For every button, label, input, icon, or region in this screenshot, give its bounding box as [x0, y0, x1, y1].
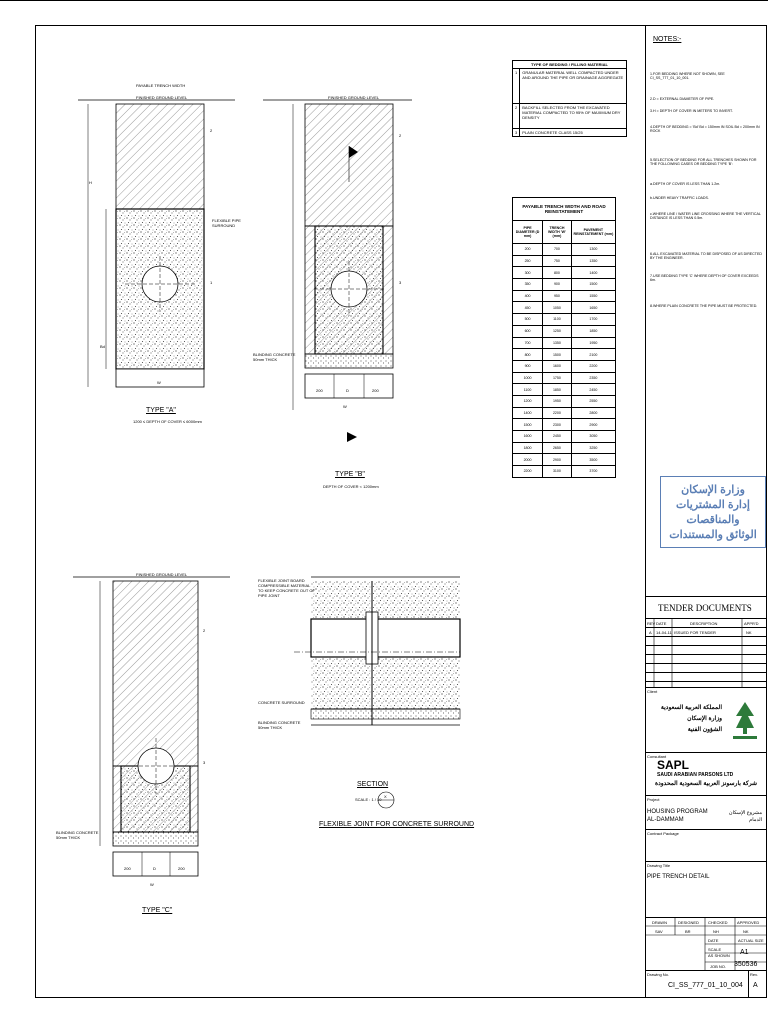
table-row	[513, 279, 616, 291]
pay-cell: 1800	[513, 442, 543, 454]
note-item: c.WHERE LINE / WATER LINE CROSSING WHERE THE VERTICAL DISTANCE IS LESS THAN 0.5m.	[650, 212, 761, 221]
pay-cell: 2300	[543, 419, 572, 431]
pay-cell: 750	[543, 255, 572, 267]
drawing-title: PIPE TRENCH DETAIL	[647, 874, 710, 880]
rev-row-date: 14-04-11	[656, 630, 672, 635]
pay-cell: 500	[513, 314, 543, 326]
stamp-line-2: إدارة المشتريات والمناقصات	[676, 499, 750, 526]
consultant-name: SAPL	[657, 758, 690, 772]
job-label: JOB NO.	[710, 964, 727, 969]
project-line-1: HOUSING PROGRAM	[647, 809, 708, 815]
note-item: a.DEPTH OF COVER IS LESS THAN 1.2m.	[650, 182, 721, 186]
trench-type-b	[263, 100, 412, 442]
pay-cell: 1500	[513, 419, 543, 431]
pay-cell: 2000	[513, 454, 543, 466]
pay-cell: 350	[513, 279, 543, 291]
dim-w-c: W	[150, 882, 154, 887]
pay-cell: 1500	[571, 279, 615, 291]
payable-trench-width-table	[512, 197, 616, 478]
notes-title: NOTES:-	[653, 36, 682, 43]
table-row	[513, 466, 616, 478]
pay-cell: 700	[513, 337, 543, 349]
job-number: 350536	[734, 961, 758, 968]
sig-value-drawn: SAV	[655, 929, 663, 934]
pay-cell: 1700	[571, 314, 615, 326]
scale-value: AS SHOWN	[708, 953, 730, 958]
pay-cell: 1400	[571, 267, 615, 279]
table-row	[513, 407, 616, 419]
label-blinding-c: BLINDING CONCRETE 50mm THICK	[56, 830, 99, 840]
rev-divider	[748, 970, 749, 997]
rev-value: A	[753, 982, 758, 989]
table-row	[513, 104, 627, 129]
stamp-line-3: الوثائق والمستندات	[669, 529, 757, 541]
caption-flexible-joint: FLEXIBLE JOINT FOR CONCRETE SURROUND	[319, 821, 475, 828]
table-row	[513, 454, 616, 466]
caption-type-b: TYPE "B"	[335, 471, 365, 478]
note-item: 5.SELECTION OF BEDDING FOR ALL TRENCHES SHOWN FOR THE FOLLOWING CASES OR BEDDING TYPE 'B':	[650, 158, 757, 167]
pay-header-width: TRENCH WIDTH 'W' (mm)	[543, 221, 572, 244]
sig-header-drawn: DRAWN	[652, 920, 667, 925]
revision-grid-lines	[645, 618, 766, 687]
consultant-ar: شركة بارسونز العربية السعودية المحدودة	[654, 781, 758, 787]
bedding-material-table	[512, 60, 627, 137]
date-label: DATE	[708, 938, 719, 943]
client-ar-1: المملكة العربية السعودية	[660, 705, 722, 711]
caption-type-a-sub: 1200 ≤ DEPTH OF COVER ≤ 6000mm	[133, 419, 202, 424]
ministry-logo-icon	[730, 698, 760, 742]
dim-200-right-b: 200	[372, 388, 379, 393]
pay-cell: 2200	[513, 466, 543, 478]
pay-cell: 200	[513, 244, 543, 256]
project-ar-2: الدمام	[749, 817, 762, 823]
pay-cell: 800	[543, 267, 572, 279]
pay-cell: 3500	[571, 454, 615, 466]
pay-cell: 600	[513, 325, 543, 337]
dim-200-left-c: 200	[124, 866, 131, 871]
pay-cell: 3100	[543, 466, 572, 478]
label-fgl-a: FINISHED GROUND LEVEL	[136, 95, 188, 100]
pay-cell: 1050	[543, 302, 572, 314]
callout-2-b: 2	[399, 133, 402, 138]
pay-cell: 2800	[571, 407, 615, 419]
table-row	[513, 395, 616, 407]
client-ar-3: الشؤون الفنية	[687, 727, 722, 733]
note-item: 2.D = EXTERNAL DIAMETER OF PIPE.	[650, 97, 715, 101]
dim-w-a: W	[157, 380, 161, 385]
pay-cell: 2100	[571, 349, 615, 361]
pay-cell: 250	[513, 255, 543, 267]
note-item: 7.USE BEDDING TYPE 'C' WHERE DEPTH OF COVER EXCEEDS 6m.	[650, 274, 759, 283]
label-blinding-b: BLINDING CONCRETE 50mm THICK	[253, 352, 296, 362]
bed-num: 2	[513, 104, 520, 129]
pay-cell: 1400	[513, 407, 543, 419]
table-row	[513, 431, 616, 443]
consultant-label: Consultant	[647, 754, 667, 759]
rev-header-rev: REV	[647, 621, 656, 626]
label-flexible-pipe: FLEXIBLE PIPE SURROUND	[212, 218, 241, 228]
pay-cell: 2350	[571, 372, 615, 384]
consultant-full-name: SAUDI ARABIAN PARSONS LTD	[657, 772, 734, 778]
pay-table-title: PAYABLE TRENCH WIDTH AND ROAD REINSTATEMENT	[513, 198, 616, 221]
bed-text: BACKFILL SELECTED FROM THE EXCAVATED MATERIAL COMPACTED TO 95% OF MAXIMUM DRY DENSITY	[520, 104, 627, 129]
table-row	[513, 349, 616, 361]
pay-cell: 2900	[571, 419, 615, 431]
label-blinding-flex: BLINDING CONCRETE 50mm THICK	[258, 720, 301, 730]
scale-label: SCALE	[708, 947, 722, 952]
sig-header-checked: CHECKED	[708, 920, 728, 925]
pay-cell: 1200	[513, 395, 543, 407]
pay-cell: 400	[513, 290, 543, 302]
table-row	[513, 337, 616, 349]
actual-size-label: ACTUAL SIZE	[738, 938, 764, 943]
dim-h-a: H	[89, 180, 92, 185]
pay-cell: 1750	[543, 372, 572, 384]
label-payable-width-a: PAYABLE TRENCH WIDTH	[136, 83, 186, 88]
table-row	[513, 442, 616, 454]
caption-section-ref: X	[384, 794, 387, 799]
note-item: 1.FOR BEDDING WHERE NOT SHOWN, SEE CI_SS_777_01_10_001.	[650, 72, 725, 81]
note-item: b.UNDER HEAVY TRAFFIC LOADS.	[650, 196, 709, 200]
pay-cell: 900	[543, 279, 572, 291]
callout-2-c: 2	[203, 628, 206, 633]
pay-cell: 300	[513, 267, 543, 279]
sig-value-designed: BR	[685, 929, 691, 934]
table-row	[513, 419, 616, 431]
table-row	[513, 314, 616, 326]
client-ar-2: وزارة الإسكان	[687, 716, 722, 722]
table-row	[513, 267, 616, 279]
pay-cell: 900	[513, 360, 543, 372]
note-item: 3.H = DEPTH OF COVER IN METERS TO INVERT.	[650, 109, 733, 113]
label-fgl-c: FINISHED GROUND LEVEL	[136, 572, 188, 577]
rev-row-desc: ISSUED FOR TENDER	[674, 630, 716, 635]
label-flex-note: FLEXIBLE JOINT BOARD COMPRESSIBLE MATERIAL TO KEEP CONCRETE OUT OF PIPE JOINT	[258, 578, 315, 598]
caption-type-a: TYPE "A"	[146, 407, 176, 414]
rev-header-desc: DESCRIPTION	[690, 621, 718, 626]
bed-num: 3	[513, 129, 520, 137]
pay-cell: 1100	[513, 384, 543, 396]
pay-cell: 2200	[571, 360, 615, 372]
drawing-title-label: Drawing Title	[647, 863, 671, 868]
table-row	[513, 384, 616, 396]
pay-cell: 1500	[543, 349, 572, 361]
project-label: Project	[647, 797, 660, 802]
pay-cell: 800	[513, 349, 543, 361]
label-fgl-b: FINISHED GROUND LEVEL	[328, 95, 380, 100]
pay-cell: 1000	[513, 372, 543, 384]
sig-header-designed: DESIGNED	[678, 920, 699, 925]
pay-cell: 950	[543, 290, 572, 302]
sig-value-checked: NH	[713, 929, 719, 934]
callout-3-b: 3	[399, 280, 402, 285]
pay-cell: 700	[543, 244, 572, 256]
callout-3-c: 3	[203, 760, 206, 765]
rev-row-appr: NK	[746, 630, 752, 635]
table-row	[513, 325, 616, 337]
pay-cell: 1250	[543, 325, 572, 337]
dim-w-b: W	[343, 404, 347, 409]
rev-label: Rev.	[750, 972, 758, 977]
rev-header-date: DATE	[656, 621, 667, 626]
pay-cell: 1850	[571, 325, 615, 337]
pay-cell: 1350	[571, 255, 615, 267]
table-row	[513, 360, 616, 372]
bed-num: 1	[513, 69, 520, 104]
client-label: Client	[647, 689, 658, 694]
dim-200-right-c: 200	[178, 866, 185, 871]
bed-text: GRANULAR MATERIAL WELL COMPACTED UNDER AND AROUND THE PIPE OR DRAINAGE AGGREGATE	[520, 69, 627, 104]
note-item: 8.WHERE PLAIN CONCRETE THE PIPE MUST BE PROTECTED.	[650, 304, 758, 308]
actual-size-value: A1	[740, 949, 749, 956]
stamp-line-1: وزارة الإسكان	[681, 484, 745, 496]
pay-cell: 1350	[543, 337, 572, 349]
callout-1-a: 1	[210, 280, 213, 285]
pay-cell: 2450	[543, 431, 572, 443]
pay-cell: 1300	[571, 244, 615, 256]
dim-bd-a: Bd	[100, 344, 105, 349]
pay-cell: 450	[513, 302, 543, 314]
tender-documents-title: TENDER DOCUMENTS	[658, 603, 752, 613]
pay-cell: 2650	[543, 442, 572, 454]
bedding-table-header: TYPE OF BEDDING / FILLING MATERIAL	[513, 61, 627, 69]
pay-header-reinstatement: PAVEMENT REINSTATEMENT (mm)	[571, 221, 615, 244]
sig-header-approved: APPROVED	[737, 920, 760, 925]
pay-cell: 1600	[513, 431, 543, 443]
rev-row-rev: A	[649, 630, 652, 635]
pay-cell: 2450	[571, 384, 615, 396]
table-row	[513, 244, 616, 256]
callout-2-a: 2	[210, 128, 213, 133]
dim-d-c: D	[153, 866, 156, 871]
pay-cell: 1950	[571, 337, 615, 349]
caption-section: SECTION	[357, 781, 389, 788]
pay-cell: 1650	[571, 302, 615, 314]
caption-type-b-sub: DEPTH OF COVER < 1200mm	[323, 484, 379, 489]
table-row	[513, 129, 627, 137]
ministry-stamp	[660, 476, 766, 548]
dim-200-left-b: 200	[316, 388, 323, 393]
pay-cell: 2200	[543, 407, 572, 419]
note-item: 4.DEPTH OF BEDDING = 'Bd' Bd = 150mm IN SOIL Bd = 200mm IN ROCK	[650, 125, 760, 134]
table-row	[513, 302, 616, 314]
rev-header-appr: APPR'D	[744, 621, 759, 626]
label-concrete-surround: CONCRETE SURROUND	[258, 700, 305, 705]
pay-cell: 3250	[571, 442, 615, 454]
drawing-no-label: Drawing No.	[647, 972, 670, 977]
dim-d-b: D	[346, 388, 349, 393]
bed-text: PLAIN CONCRETE CLASS 15/25	[520, 129, 627, 137]
drawing-number: CI_SS_777_01_10_004	[668, 982, 743, 989]
table-row	[513, 255, 616, 267]
pay-cell: 1850	[543, 384, 572, 396]
caption-type-c: TYPE "C"	[142, 907, 173, 914]
note-item: 6.ALL EXCAVATED MATERIAL TO BE DISPOSED OF AS DIRECTED BY THE ENGINEER.	[650, 252, 762, 261]
pay-cell: 3050	[571, 431, 615, 443]
pay-header-diameter: PIPE DIAMETER (D mm)	[513, 221, 543, 244]
pay-cell: 2900	[543, 454, 572, 466]
pay-cell: 1100	[543, 314, 572, 326]
project-line-2: AL-DAMMAM	[647, 817, 684, 823]
sig-value-approved: NK	[743, 929, 749, 934]
pay-cell: 3700	[571, 466, 615, 478]
pay-cell: 1950	[543, 395, 572, 407]
contract-package-label: Contract Package	[647, 831, 679, 836]
flexible-joint-section	[294, 577, 460, 808]
project-ar-1: مشروع الإسكان	[728, 810, 762, 816]
pay-cell: 1550	[571, 290, 615, 302]
table-row	[513, 290, 616, 302]
pay-cell: 1600	[543, 360, 572, 372]
table-row	[513, 69, 627, 104]
caption-section-scale: SCALE : 1 / 10	[355, 797, 382, 802]
table-row	[513, 372, 616, 384]
pay-cell: 2550	[571, 395, 615, 407]
